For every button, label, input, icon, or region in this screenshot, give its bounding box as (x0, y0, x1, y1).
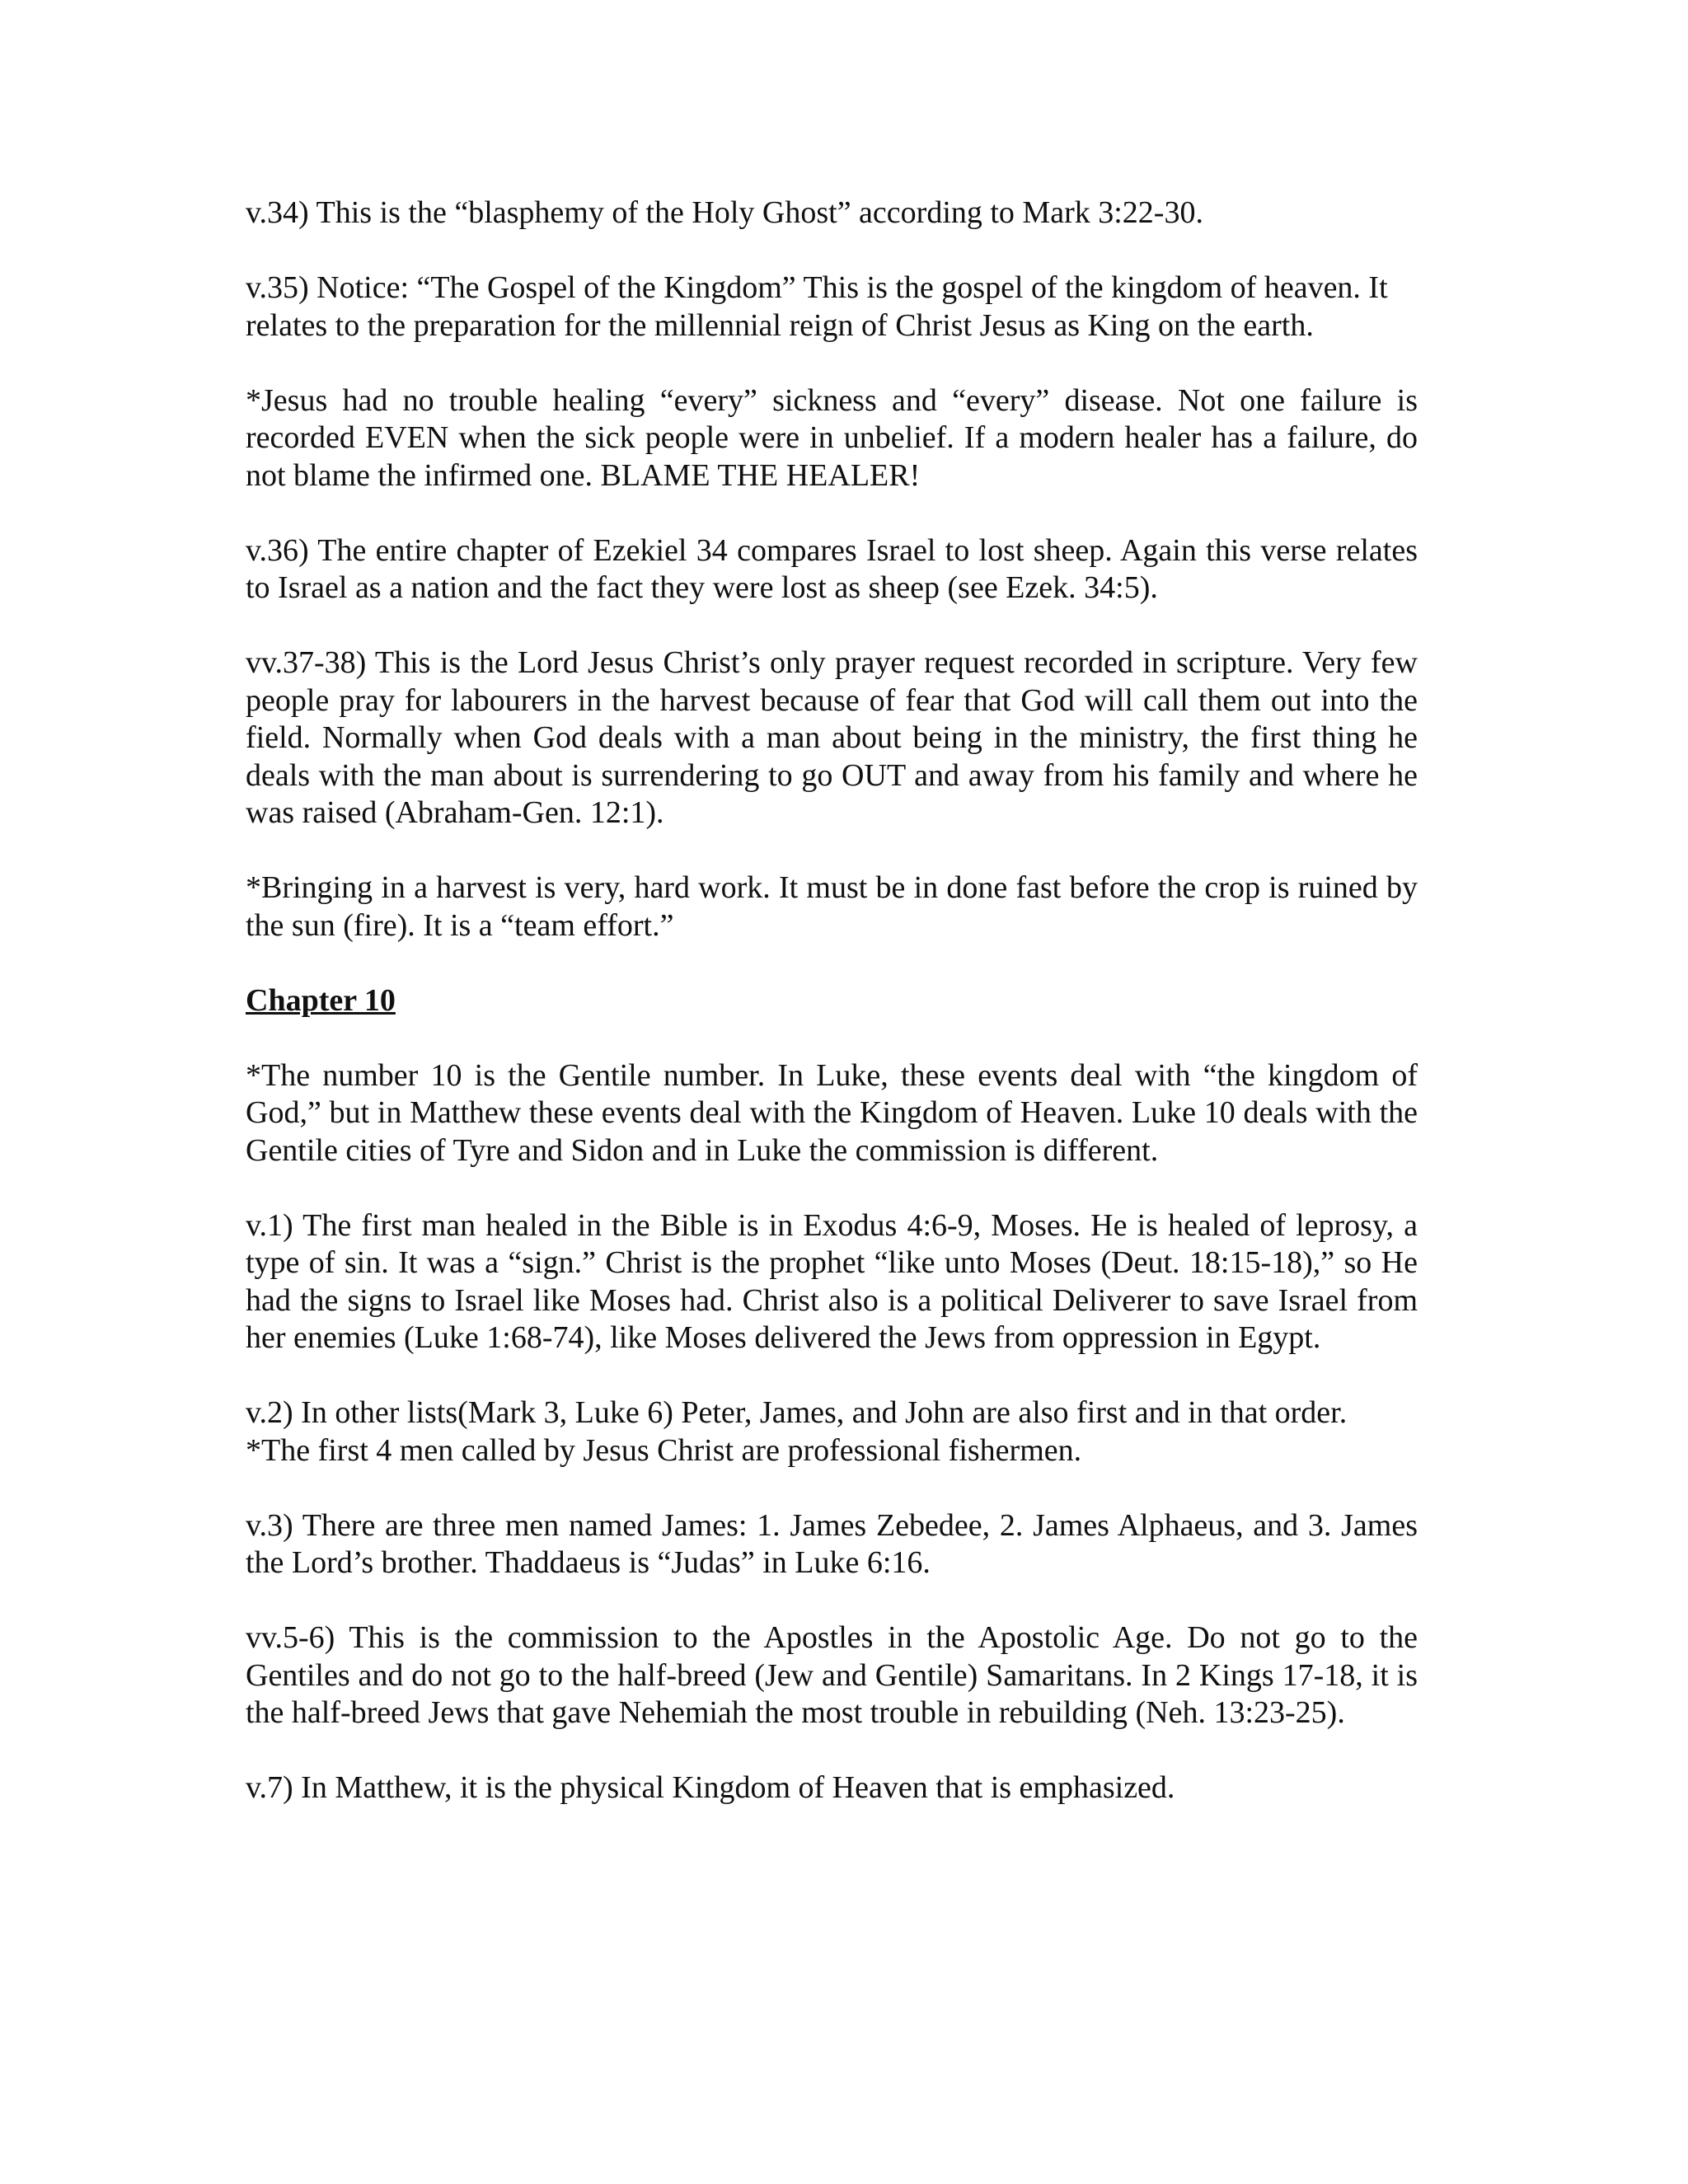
note-v3: v.3) There are three men named James: 1. James Zebedee, 2. James Alphaeus, and 3. James the Lord’s brother. Thaddaeus is “Judas” in Luke 6:16. (246, 1507, 1418, 1580)
note-vv5-6: vv.5-6) This is the commission to the Apostles in the Apostolic Age. Do not go to the Gentiles and do not go to the half-breed (Jew and Gentile) Samaritans. In 2 Kings 17-18, it is the half-breed Jews that gave Nehemiah the most trouble in rebuilding (Neh. 13:23-25). (246, 1620, 1418, 1730)
chapter-heading: Chapter 10 (246, 982, 396, 1018)
document-page (246, 194, 1418, 1844)
note-v1: v.1) The first man healed in the Bible is in Exodus 4:6-9, Moses. He is healed of leprosy, a type of sin. It was a “sign.” Christ is the prophet “like unto Moses (Deut. 18:15-18),” so He had the signs to Israel like Moses had. Christ also is a political Deliverer to save Israel from her enemies (Luke 1:68-74), like Moses delivered the Jews from oppression in Egypt. (246, 1207, 1418, 1355)
note-v2-line1: v.2) In other lists(Mark 3, Luke 6) Peter, James, and John are also first and in that order. (246, 1395, 1348, 1430)
note-v35: v.35) Notice: “The Gospel of the Kingdom” This is the gospel of the kingdom of heaven. It relates to the preparation for the millennial reign of Christ Jesus as King on the earth. (246, 270, 1388, 343)
note-v36: v.36) The entire chapter of Ezekiel 34 compares Israel to lost sheep. Again this verse relates to Israel as a nation and the fact they were lost as sheep (see Ezek. 34:5). (246, 532, 1418, 605)
note-v7: v.7) In Matthew, it is the physical Kingdom of Heaven that is emphasized. (246, 1770, 1175, 1805)
note-vv37-38: vv.37-38) This is the Lord Jesus Christ’s only prayer request recorded in scripture. Very few people pray for labourers in the harvest because of fear that God will call them out into the field. Normally when God deals with a man about being in the ministry, the first thing he deals with the man about is surrendering to go OUT and away from his family and where he was raised (Abraham-Gen. 12:1). (246, 645, 1418, 830)
note-v34: v.34) This is the “blasphemy of the Holy Ghost” according to Mark 3:22-30. (246, 195, 1203, 230)
note-number-10: *The number 10 is the Gentile number. In Luke, these events deal with “the kingdom of God,” but in Matthew these events deal with the Kingdom of Heaven. Luke 10 deals with the Gentile cities of Tyre and Sidon and in Luke the commission is different. (246, 1057, 1418, 1168)
note-harvest: *Bringing in a harvest is very, hard work. It must be in done fast before the crop is ruined by the sun (fire). It is a “team effort.” (246, 870, 1418, 943)
note-v2-line2: *The first 4 men called by Jesus Christ are professional fishermen. (246, 1432, 1082, 1468)
note-v2 (246, 1394, 1418, 1469)
note-healing: *Jesus had no trouble healing “every” sickness and “every” disease. Not one failure is recorded EVEN when the sick people were in unbelief. If a modern healer has a failure, do not blame the infirmed one. BLAME THE HEALER! (246, 382, 1418, 493)
